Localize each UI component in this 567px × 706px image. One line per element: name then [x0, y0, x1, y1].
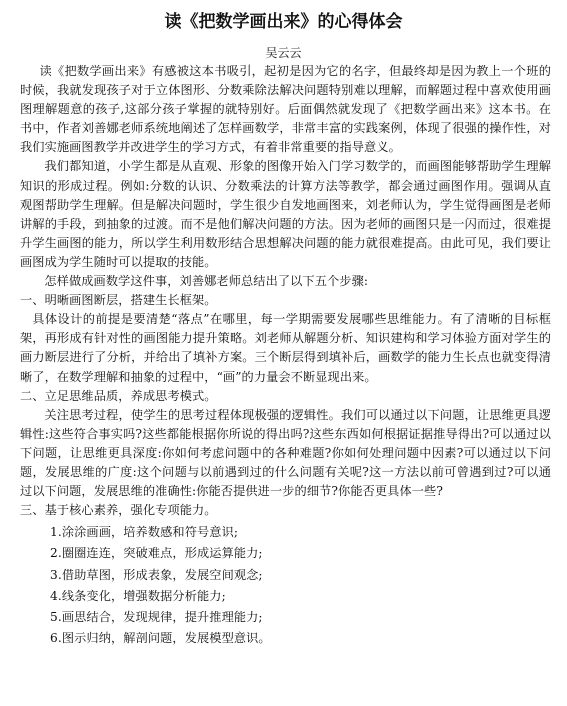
section-heading-1: 一、明晰画图断层，搭建生长框架。	[20, 293, 217, 308]
section-heading-2: 二、立足思维品质，养成思考模式。	[20, 388, 217, 403]
skill-list-item: 5.画思结合，发现规律，提升推理能力;	[50, 610, 263, 625]
section-text-1: 具体设计的前提是要清楚“落点”在哪里，每一学期需要发展哪些思维能力。有了清晰的目标框架，再形成有针对性的画图能力提升策略。刘老师从解题分析、知识建构和学习体验方面对学生的画力断层进行了分析，并给出了填补方案。三个断层得到填补后，画数学的能力生长点也就变得清晰了，在数学理解和抽象的过程中，“画”的力量会不断显现出来。	[20, 312, 551, 384]
author-name: 吴云云	[265, 46, 302, 60]
skill-list-item: 3.借助草图，形成表象，发展空间观念;	[50, 567, 263, 582]
skill-list-item: 1.涂涂画画，培养数感和符号意识;	[50, 525, 239, 540]
document-body	[0, 62, 567, 649]
document-title: 读《把数学画出来》的心得体会	[164, 12, 403, 32]
section-heading-3: 三、基于核心素养，强化专项能力。	[20, 503, 217, 518]
paragraph-background: 我们都知道，小学生都是从直观、形象的图像开始入门学习数学的，而画图能够帮助学生理解知识的形成过程。例如:分数的认识、分数乘法的计算方法等教学，都会通过画图作用。强调从直观图帮助学生理解。但是解决问题时，学生很少自发地画图来，刘老师认为，学生觉得画图是老师讲解的手段，到抽象的过渡。而不是他们解决问题的方法。因为老师的画图只是一闪而过，很难提升学生画图的能力，所以学生利用数形结合思想解决问题的能力就很难提高。由此可见，我们要让画图成为学生随时可以提取的技能。	[20, 159, 551, 269]
paragraph-steps-intro: 怎样做成画数学这件事，刘善娜老师总结出了以下五个步骤:	[44, 274, 369, 289]
skill-list-item: 4.线条变化，增强数据分析能力;	[50, 588, 226, 603]
section-text-2: 关注思考过程，使学生的思考过程体现极强的逻辑性。我们可以通过以下问题，让思维更具逻辑性:这些符合事实吗?这些都能根据你所说的得出吗?这些东西如何根据证据推导得出?可以通过以下问题，让思维更具深度:你如何考虑问题中的各种难题?你如何处理问题中因素?可以通过以下问题，发展思维的广度:这个问题与以前遇到过的什么问题有关呢?这一方法以前可曾遇到过?可以通过以下问题，发展思维的准确性:你能否提供进一步的细节?你能否更具体一些?	[20, 407, 551, 499]
skill-list-item: 6.图示归纳，解剖问题，发展模型意识。	[50, 631, 271, 646]
skill-list-item: 2.圈圈连连，突破难点，形成运算能力;	[50, 546, 263, 561]
skill-list	[20, 522, 551, 649]
paragraph-intro: 读《把数学画出来》有感被这本书吸引，起初是因为它的名字，但最终却是因为教上一个班的时候，我就发现孩子对于立体图形、分数乘除法解决问题特别难以理解，而解题过程中喜欢使用画图理解题意的孩子,这部分孩子掌握的就特别好。后面偶然就发现了《把数学画出来》这本书。在书中，作者刘善娜老师系统地阐述了怎样画数学，非常丰富的实践案例，体现了很强的操作性，对我们实施画图教学并改进学生的学习方式，有着非常重要的指导意义。	[20, 64, 551, 155]
